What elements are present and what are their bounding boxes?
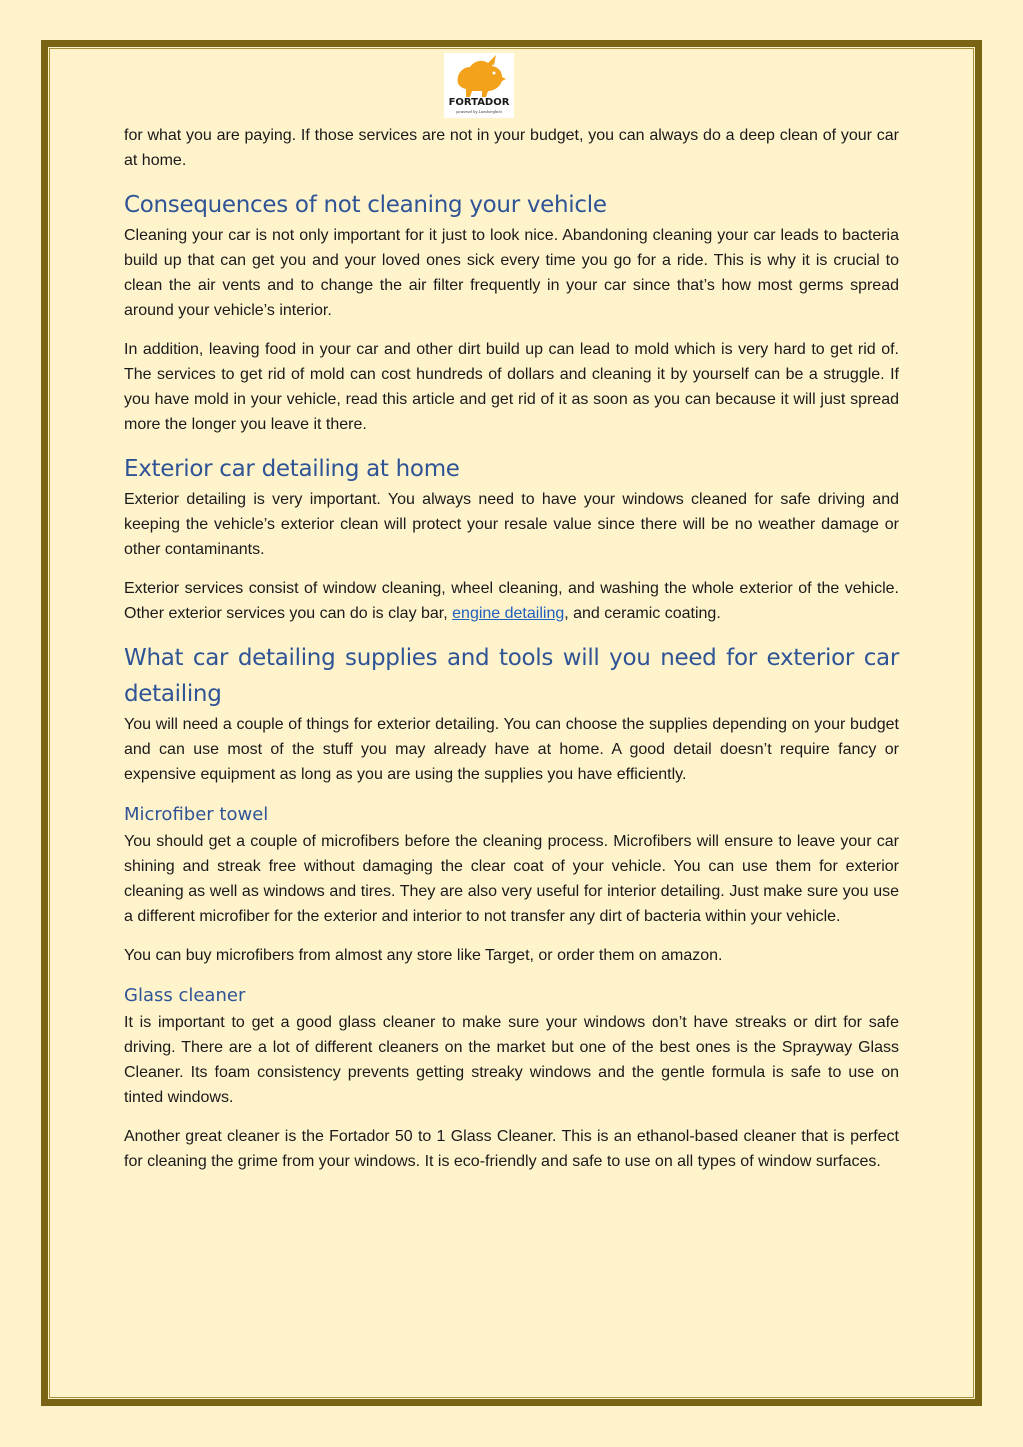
heading-supplies: What car detailing supplies and tools will you need for exterior car detailing <box>124 645 899 707</box>
heading-microfiber: Microfiber towel <box>124 804 269 825</box>
fortador-logo <box>444 53 514 118</box>
glass-paragraph-2: Another great cleaner is the Fortador 50 to 1 Glass Cleaner. This is an ethanol-based cleaner that is perfect for cleaning the grime from your windows. It is eco-friendly and safe to use on all types of window surfaces. <box>124 1128 899 1170</box>
intro-paragraph: for what you are paying. If those services are not in your budget, you can always do a deep clean of your car at home. <box>124 127 899 169</box>
bull-icon <box>444 53 514 118</box>
heading-consequences: Consequences of not cleaning your vehicle <box>124 192 607 218</box>
exterior-text-before-link: Exterior services consist of window cleaning, wheel cleaning, and washing the whole exterior of the vehicle. Other exterior services you can do is clay bar, <box>124 580 899 622</box>
logo-wordmark: FORTADOR <box>448 97 510 108</box>
exterior-text-after-link: , and ceramic coating. <box>564 605 721 622</box>
consequences-paragraph-1: Cleaning your car is not only important for it just to look nice. Abandoning cleaning your car leads to bacteria build up that can get you and your loved ones sick every time you go for a ride. This is why it is crucial to clean the air vents and to change the air filter frequently in your car since that’s how most germs spread around your vehicle’s interior. <box>124 227 899 319</box>
engine-detailing-link[interactable]: engine detailing <box>452 605 565 622</box>
microfiber-paragraph-2: You can buy microfibers from almost any store like Target, or order them on amazon. <box>124 947 723 964</box>
heading-exterior-detailing: Exterior car detailing at home <box>124 456 460 482</box>
exterior-paragraph-1: Exterior detailing is very important. You always need to have your windows cleaned for safe driving and keeping the vehicle’s exterior clean will protect your resale value since there will be no weather damage or other contaminants. <box>124 491 899 558</box>
document-body <box>124 123 899 1188</box>
consequences-paragraph-2: In addition, leaving food in your car and other dirt build up can lead to mold which is very hard to get rid of. The services to get rid of mold can cost hundreds of dollars and cleaning it by yourself can be a struggle. If you have mold in your vehicle, read this article and get rid of it as soon as you can because it will just spread more the longer you leave it there. <box>124 341 899 433</box>
supplies-paragraph: You will need a couple of things for exterior detailing. You can choose the supplies depending on your budget and can use most of the stuff you may already have at home. A good detail doesn’t require fancy or expensive equipment as long as you are using the supplies you have efficiently. <box>124 716 899 783</box>
exterior-paragraph-2 <box>124 576 899 626</box>
heading-glass-cleaner: Glass cleaner <box>124 985 246 1006</box>
glass-paragraph-1: It is important to get a good glass cleaner to make sure your windows don’t have streaks or dirt for safe driving. There are a lot of different cleaners on the market but one of the best ones is the Sprayway Glass Cleaner. Its foam consistency prevents getting streaky windows and the gentle formula is safe to use on tinted windows. <box>124 1014 899 1106</box>
logo-tagline: powered by Lamborghini <box>456 110 502 114</box>
microfiber-paragraph-1: You should get a couple of microfibers before the cleaning process. Microfibers will ensure to leave your car shining and streak free without damaging the clear coat of your vehicle. You can use them for exterior cleaning as well as windows and tires. They are also very useful for interior detailing. Just make sure you use a different microfiber for the exterior and interior to not transfer any dirt of bacteria within your vehicle. <box>124 833 899 925</box>
